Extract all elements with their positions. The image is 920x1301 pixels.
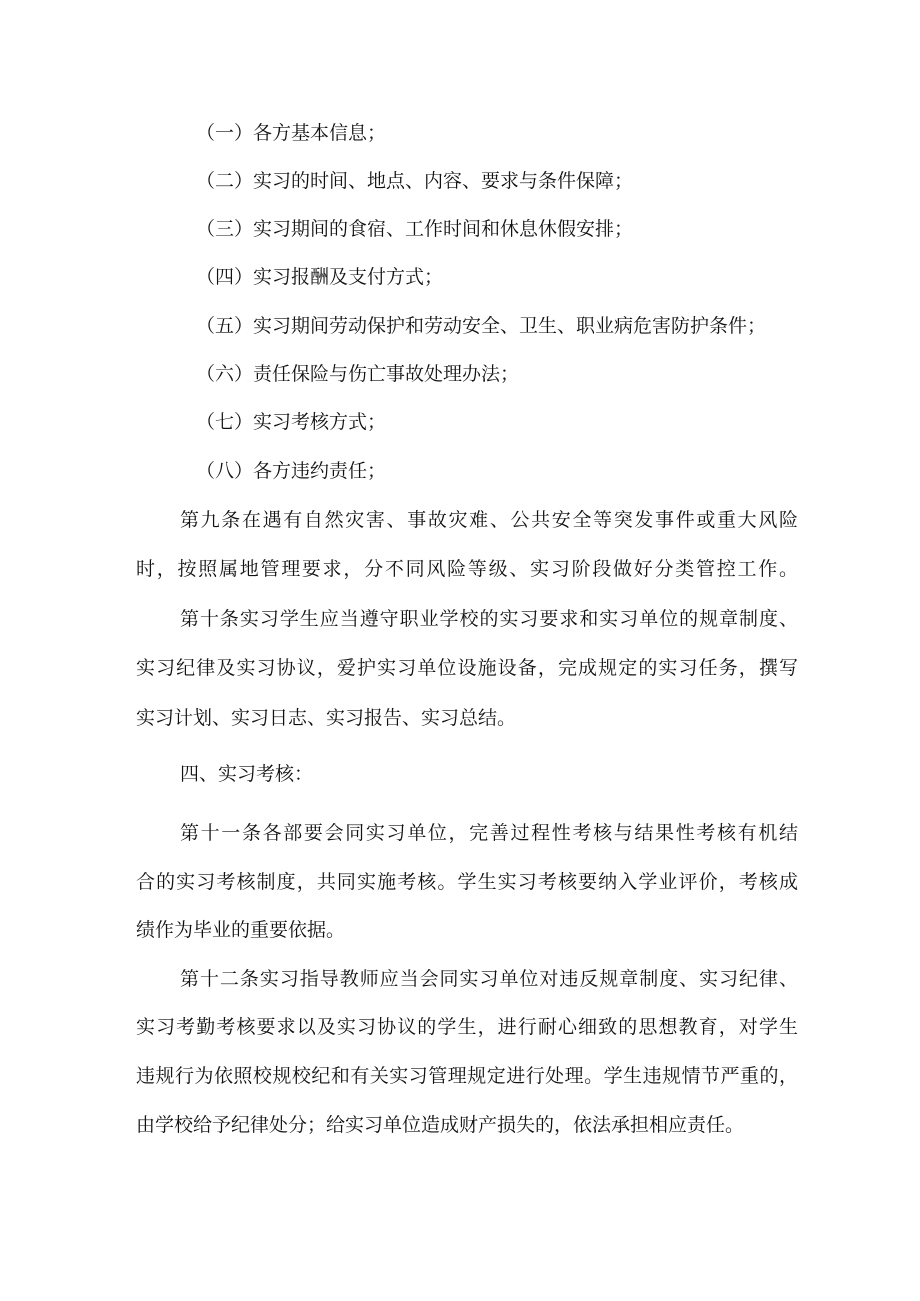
section-heading: 四、实习考核： [180,763,314,785]
article-10-line-3: 实习计划、实习日志、实习报告、实习总结。 [136,707,517,729]
article-12-line-4: 由学校给予纪律处分；给实习单位造成财产损失的，依法承担相应责任。 [136,1114,745,1136]
article-12-line-3: 违规行为依照校规校纪和有关实习管理规定进行处理。学生违规情节严重的， [136,1065,798,1087]
list-item: （七）实习考核方式； [196,411,387,433]
list-item: （八）各方违约责任； [196,460,387,482]
list-item: （五）实习期间劳动保护和劳动安全、卫生、职业病危害防护条件； [196,315,767,337]
article-11-line-2: 合的实习考核制度，共同实施考核。学生实习考核要纳入学业评价，考核成 [136,871,798,893]
article-10-line-1: 第十条实习学生应当遵守职业学校的实习要求和实习单位的规章制度、 [180,608,798,630]
article-9-line-2: 时，按照属地管理要求，分不同风险等级、实习阶段做好分类管控工作。 [136,558,798,580]
article-9-line-1: 第九条在遇有自然灾害、事故灾难、公共安全等突发事件或重大风险 [180,509,798,531]
list-item: （六）责任保险与伤亡事故处理办法； [196,363,520,385]
list-item: （一）各方基本信息； [196,122,387,144]
list-item: （四）实习报酬及支付方式； [196,266,444,288]
article-11-line-1: 第十一条各部要会同实习单位，完善过程性考核与结果性考核有机结 [180,822,798,844]
article-12-line-2: 实习考勤考核要求以及实习协议的学生，进行耐心细致的思想教育，对学生 [136,1016,798,1038]
article-10-line-2: 实习纪律及实习协议，爱护实习单位设施设备，完成规定的实习任务，撰写 [136,657,798,679]
article-11-line-3: 绩作为毕业的重要依据。 [136,919,346,941]
list-item: （二）实习的时间、地点、内容、要求与条件保障； [196,170,634,192]
list-item: （三）实习期间的食宿、工作时间和休息休假安排； [196,218,634,240]
article-12-line-1: 第十二条实习指导教师应当会同实习单位对违反规章制度、实习纪律、 [180,968,798,990]
